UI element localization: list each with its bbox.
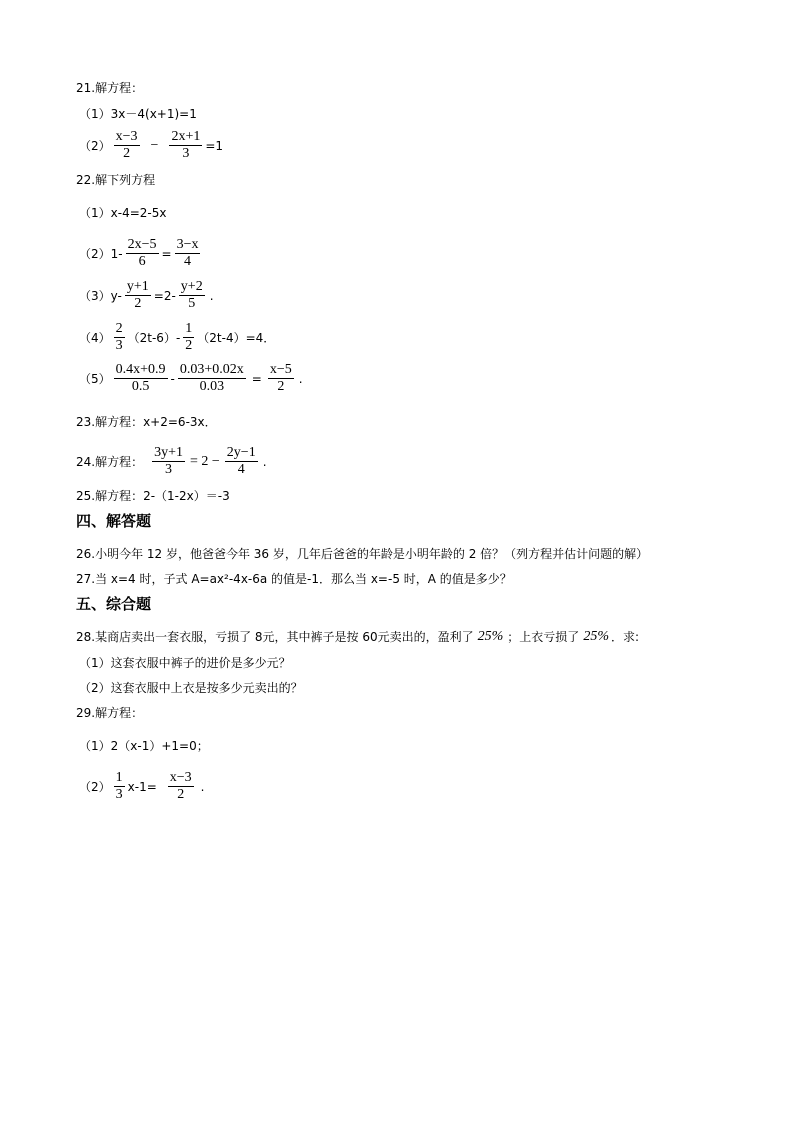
q22-part2	[79, 238, 203, 269]
q22-part3-mid: =2-	[153, 288, 176, 303]
q28-stem	[76, 628, 639, 645]
denominator: 2	[277, 379, 285, 394]
numerator: 2x−5	[127, 237, 157, 252]
q22-part4-prefix: （4）	[79, 331, 111, 345]
q22-part3	[79, 280, 214, 311]
q22-part2-prefix: （2）1-	[79, 247, 123, 261]
q22-part2-fraction-2	[175, 238, 201, 269]
q22-part5-fraction-3	[268, 363, 294, 394]
denominator: 2	[177, 787, 185, 802]
numerator: 2y−1	[226, 445, 256, 460]
denominator: 6	[138, 254, 146, 269]
denominator: 3	[115, 338, 123, 353]
q22-part5-tail: .	[298, 371, 303, 386]
section-4-title: 四、解答题	[76, 512, 152, 530]
q24-fraction-1	[152, 446, 185, 477]
numerator: 3y+1	[154, 445, 183, 460]
denominator: 3	[165, 462, 173, 477]
denominator: 3	[182, 146, 190, 161]
denominator: 5	[188, 296, 196, 311]
q21-part2-fraction-1	[114, 130, 140, 161]
numerator: 2	[115, 321, 123, 336]
denominator: 2	[123, 146, 131, 161]
q29-title: 29.解方程：	[76, 706, 144, 720]
numerator: x−3	[169, 770, 192, 785]
q22-part5	[79, 363, 303, 394]
q21-title: 21.解方程：	[76, 81, 144, 95]
q24-fraction-2	[225, 446, 258, 477]
equals-sign: =	[161, 246, 172, 261]
q22-part3-tail: .	[209, 288, 214, 303]
q29-part2	[79, 771, 205, 802]
q22-part4-fraction-2	[183, 322, 194, 353]
q24-tail: .	[262, 454, 267, 469]
numerator: y+1	[126, 279, 149, 294]
numerator: 2x+1	[171, 129, 201, 144]
numerator: y+2	[180, 279, 203, 294]
q26-text: 26.小明今年 12 岁，他爸爸今年 36 岁，几年后爸爸的年龄是小明年龄的 2 倍？（列方程并估计问题的解）	[76, 547, 649, 561]
q29-part2-mid: x-1=	[127, 779, 157, 794]
q29-part2-tail: .	[200, 779, 205, 794]
q22-part5-mid: -	[170, 371, 175, 386]
q28-part1: （1）这套衣服中裤子的进价是多少元？	[79, 656, 291, 670]
denominator: 0.03	[199, 379, 225, 394]
q25-text: 25.解方程：2-（1-2x）＝-3	[76, 489, 230, 503]
q22-part3-fraction-1	[125, 280, 151, 311]
numerator: 3−x	[176, 237, 199, 252]
q29-part1: （1）2（x-1）+1=0；	[79, 739, 209, 753]
q24	[76, 446, 267, 477]
q24-prefix: 24.解方程：	[76, 455, 144, 469]
q28-percent-2: 25%	[583, 628, 609, 644]
minus-sign: −	[150, 137, 159, 153]
q21-part2	[79, 130, 223, 161]
numerator: 1	[185, 321, 193, 336]
q21-part2-tail: =1	[205, 138, 224, 153]
denominator: 2	[134, 296, 142, 311]
q24-mid: = 2 −	[190, 453, 220, 469]
q22-part3-prefix: （3）y-	[79, 289, 122, 303]
q28-part2: （2）这套衣服中上衣是按多少元卖出的？	[79, 681, 303, 695]
q29-part2-fraction-1	[114, 771, 125, 802]
numerator: x−5	[269, 362, 292, 377]
denominator: 4	[184, 254, 192, 269]
q29-part2-fraction-2	[168, 771, 194, 802]
numerator: 1	[115, 770, 123, 785]
q22-part5-fraction-1	[114, 363, 168, 394]
q22-title: 22.解下列方程	[76, 173, 156, 187]
q23-text: 23.解方程：x+2=6-3x．	[76, 415, 217, 429]
denominator: 3	[115, 787, 123, 802]
q21-part2-fraction-2	[169, 130, 202, 161]
q22-part3-fraction-2	[179, 280, 205, 311]
q21-part2-prefix: （2）	[79, 139, 111, 153]
q22-part4-fraction-1	[114, 322, 125, 353]
section-5-title: 五、综合题	[76, 595, 152, 613]
q22-part5-fraction-2	[178, 363, 246, 394]
q22-part4-tail: （2t-4）=4．	[197, 331, 276, 345]
q27-text: 27.当 x=4 时，子式 A=ax²-4x-6a 的值是-1．那么当 x=-5 时，A 的值是多少？	[76, 572, 512, 586]
q22-part2-fraction-1	[126, 238, 159, 269]
q28-part-a: 28.某商店卖出一套衣服，亏损了 8元，其中裤子是按 60元卖出的，盈利了	[76, 630, 474, 644]
q21-part1: （1）3x－4(x+1)=1	[79, 107, 197, 121]
q28-percent-1: 25%	[477, 628, 504, 644]
q22-part4	[79, 322, 275, 353]
q28-part-c: ．求:	[610, 630, 640, 644]
denominator: 2	[185, 338, 193, 353]
numerator: x−3	[115, 129, 138, 144]
q22-part5-prefix: （5）	[79, 372, 111, 386]
q28-part-b: ；上衣亏损了	[507, 630, 580, 644]
denominator: 0.5	[131, 379, 150, 394]
numerator: 0.03+0.02x	[179, 362, 244, 377]
numerator: 0.4x+0.9	[115, 362, 166, 377]
equals-sign: =	[251, 371, 262, 386]
q22-part4-mid: （2t-6）-	[127, 331, 181, 345]
q29-part2-prefix: （2）	[79, 780, 111, 794]
q22-part1: （1）x-4=2-5x	[79, 206, 167, 220]
denominator: 4	[237, 462, 245, 477]
